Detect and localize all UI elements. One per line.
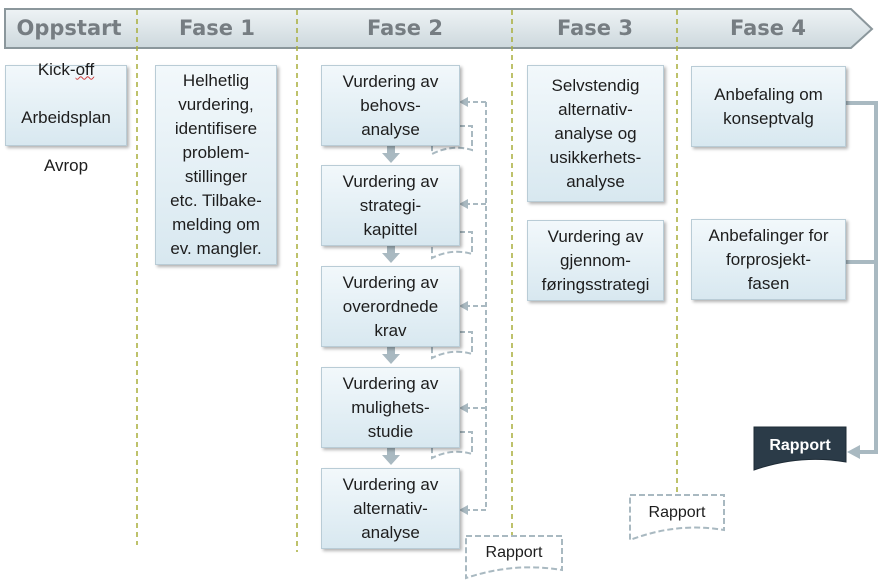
fase2-step-mulighetsstudie: Vurdering av mulighets- studie — [321, 367, 460, 448]
fase3-box-gjennomforingsstrategi: Vurdering av gjennom- føringsstrategi — [527, 220, 664, 301]
fase2-report-label: Rapport — [485, 544, 543, 561]
phase-label-oppstart: Oppstart — [16, 16, 122, 40]
phase-label-fase-3: Fase 3 — [557, 16, 633, 40]
fase1-box: Helhetlig vurdering, identifisere problem- stillinger etc. Tilbake- melding om ev. mangler. — [155, 65, 277, 265]
fase4-connector — [846, 103, 876, 452]
fase3-box-alternativanalyse: Selvstendig alternativ- analyse og usikkerhets- analyse — [527, 65, 664, 202]
phase-label-fase-1: Fase 1 — [179, 16, 255, 40]
kickoff-suffix: off — [75, 59, 95, 79]
fase2-step-behovsanalyse: Vurdering av behovs- analyse — [321, 65, 460, 146]
oppstart-line-3: Avrop — [43, 155, 89, 175]
oppstart-box — [5, 59, 127, 175]
oppstart-line-2: Arbeidsplan — [21, 107, 111, 127]
fase2-step-overordnede-krav: Vurdering av overordnede krav — [321, 266, 460, 347]
phase-label-fase-4: Fase 4 — [730, 16, 806, 40]
fase4-box-konseptvalg: Anbefaling om konseptvalg — [691, 66, 846, 147]
fase4-report-label: Rapport — [769, 437, 831, 454]
fase2-step-alternativanalyse: Vurdering av alternativ- analyse — [321, 468, 460, 549]
phase-label-fase-2: Fase 2 — [367, 16, 443, 40]
fase4-arrowhead — [847, 445, 860, 459]
fase4-box-forprosjekt: Anbefalinger for forprosjekt- fasen — [691, 219, 846, 300]
fase2-step-strategikapittel: Vurdering av strategi- kapittel — [321, 165, 460, 246]
kickoff-prefix: Kick- — [37, 59, 76, 79]
fase3-report-label: Rapport — [648, 504, 706, 521]
